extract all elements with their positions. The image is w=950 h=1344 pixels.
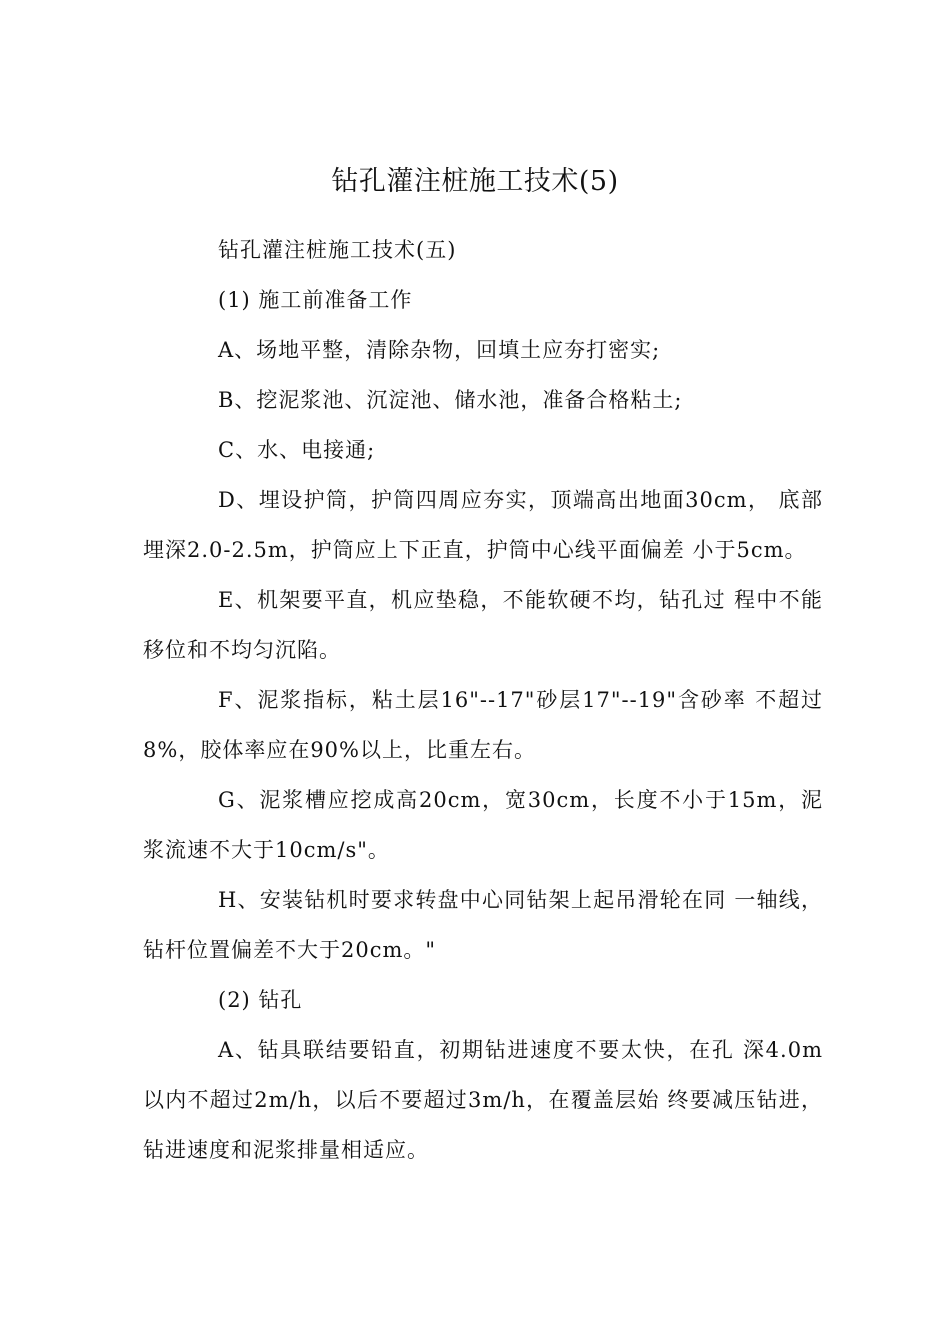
paragraph-drilling-a: A、钻具联结要铅直，初期钻进速度不要太快，在孔 深4.0m以内不超过2m/h，以后不要超过3m/h，在覆盖层始 终要减压钻进，钻进速度和泥浆排量相适应。	[143, 1038, 823, 1162]
paragraph-g: G、泥浆槽应挖成高20cm，宽30cm，长度不小于15m，泥浆流速不大于10cm/s"。	[143, 788, 823, 862]
paragraph-e: E、机架要平直，机应垫稳，不能软硬不均，钻孔过 程中不能移位和不均匀沉陷。	[143, 588, 823, 662]
paragraph-f: F、泥浆指标，粘土层16"--17"砂层17"--19"含砂率 不超过8%，胶体率应在90%以上，比重左右。	[143, 688, 823, 762]
paragraph-b: B、挖泥浆池、沉淀池、储水池，准备合格粘土;	[218, 388, 683, 412]
subtitle-paragraph: 钻孔灌注桩施工技术(五)	[218, 238, 457, 262]
section-heading-preparation: (1) 施工前准备工作	[218, 288, 413, 312]
paragraph-h: H、安装钻机时要求转盘中心同钻架上起吊滑轮在同 一轴线，钻杆位置偏差不大于20cm。"	[143, 888, 823, 962]
section-heading-drilling: (2) 钻孔	[218, 988, 303, 1012]
document-body	[143, 225, 823, 1175]
document-title: 钻孔灌注桩施工技术(5)	[331, 166, 619, 197]
paragraph-c: C、水、电接通;	[218, 438, 376, 462]
paragraph-d: D、埋设护筒，护筒四周应夯实，顶端高出地面30cm， 底部埋深2.0-2.5m，护筒应上下正直，护筒中心线平面偏差 小于5cm。	[143, 488, 823, 562]
paragraph-a: A、场地平整，清除杂物，回填土应夯打密实;	[218, 338, 661, 362]
